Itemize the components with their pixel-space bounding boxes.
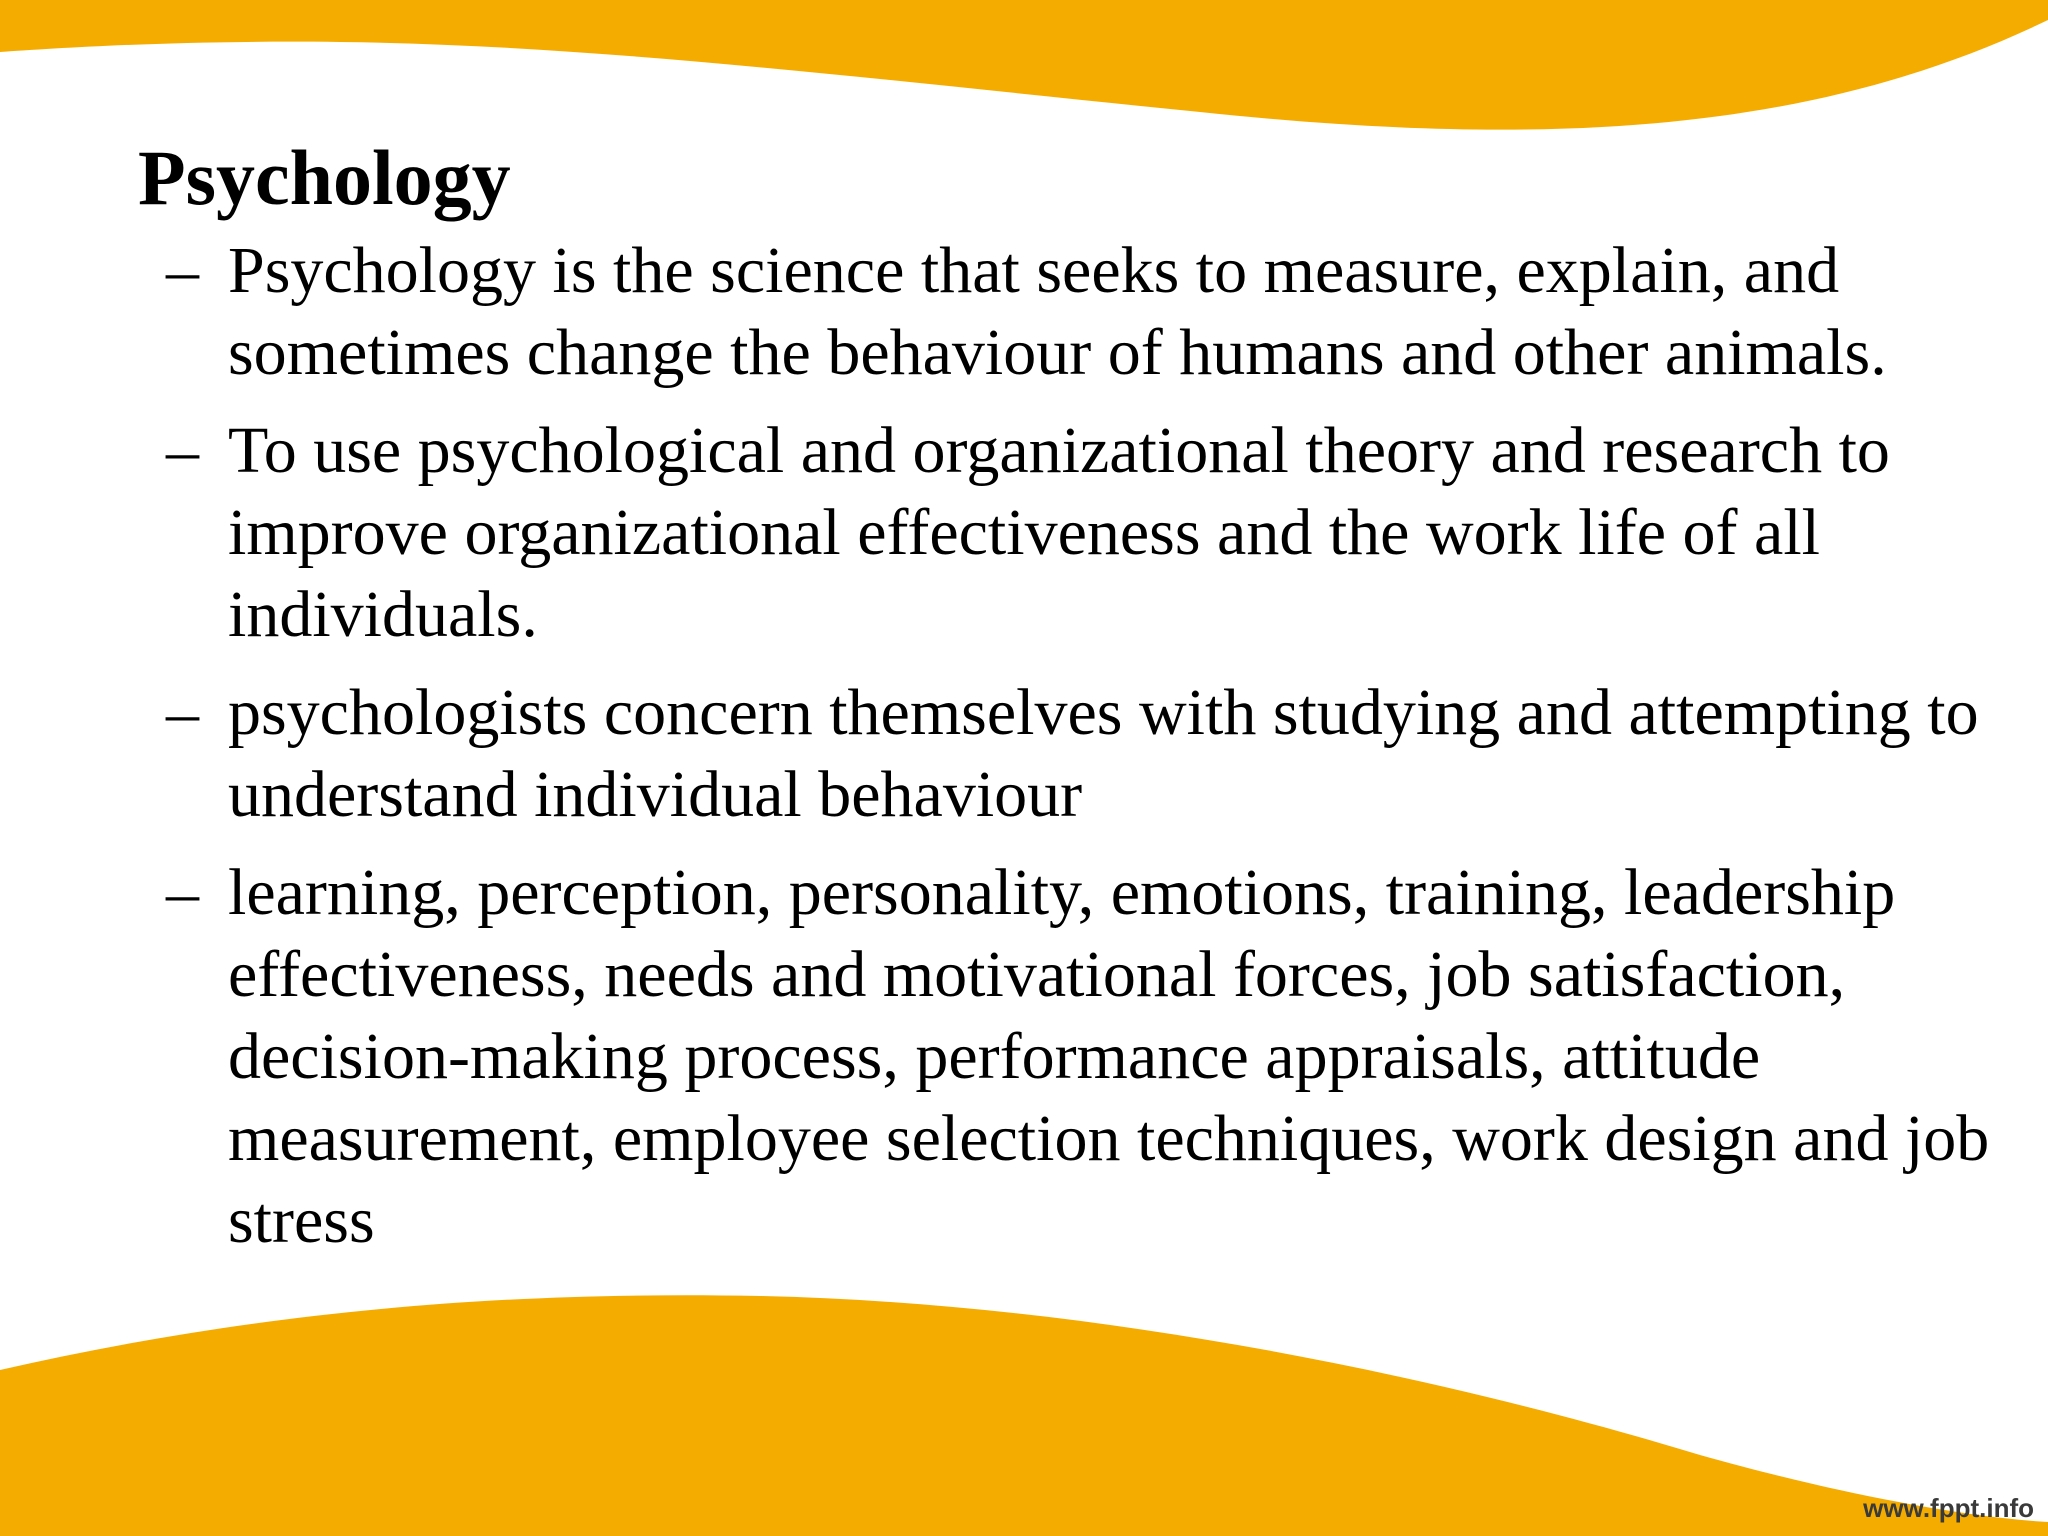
bullet-list xyxy=(138,230,2018,1262)
watermark-text: www.fppt.info xyxy=(1863,1493,2034,1523)
bullet-dash: – xyxy=(166,856,199,929)
top-wave xyxy=(0,0,2048,130)
slide-title: Psychology xyxy=(138,134,511,221)
slide-content xyxy=(138,130,2018,1278)
bullet-dash: – xyxy=(166,234,199,307)
bullet-item xyxy=(138,410,2018,656)
bullet-item xyxy=(138,852,2018,1262)
bullet-text: learning, perception, personality, emotions, training, leadership effectiveness, needs and motivational forces, job satisfaction, decision-making process, performance appraisals, attitude measurement, employee selection techniques, work design and job stress xyxy=(228,856,1990,1257)
bullet-text: psychologists concern themselves with studying and attempting to understand individual behaviour xyxy=(228,676,1979,831)
bullet-dash: – xyxy=(166,676,199,749)
bullet-dash: – xyxy=(166,414,199,487)
bullet-text: To use psychological and organizational theory and research to improve organizational effectiveness and the work life of all individuals. xyxy=(228,414,1890,651)
bottom-wave xyxy=(0,1295,2048,1536)
bullet-item xyxy=(138,230,2018,394)
bullet-item xyxy=(138,672,2018,836)
bullet-text: Psychology is the science that seeks to measure, explain, and sometimes change the behaviour of humans and other animals. xyxy=(228,234,1887,389)
